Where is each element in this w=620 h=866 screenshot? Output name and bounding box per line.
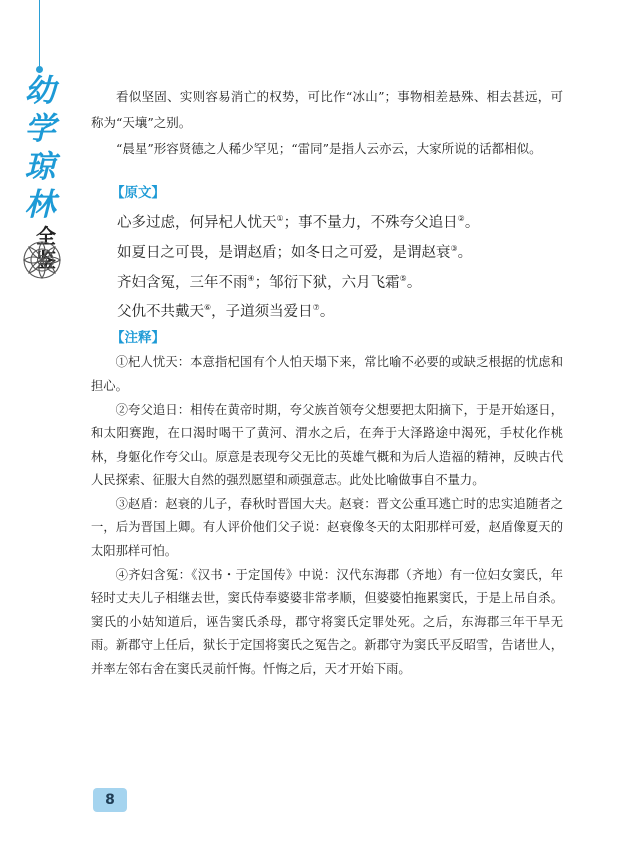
yuanwen-line: 心多过虑，何异杞人忧天①；事不量力，不殊夸父追日②。 [117,214,480,231]
page-number: 8 [93,788,127,812]
note-item: ④齐妇含冤：《汉书・于定国传》中说：汉代东海郡（齐地）有一位妇女窦氏，年轻时丈夫儿子相继去世，窦氏侍奉婆婆非常孝顺，但婆婆怕拖累窦氏，于是上吊自杀。窦氏的小姑知道后，诬告窦氏杀母，郡守将窦氏定罪处死。之后，东海郡三年干旱无雨。新郡守上任后，狱长于定国将窦氏之冤告之。新郡守为窦氏平反昭雪，告诸世人，并率左邻右舍在窦氏灵前忏悔。忏悔之后，天才开始下雨。 [91,567,563,677]
book-subtitle-char: 鉴 [36,248,56,272]
book-title-char: 幼 [24,73,56,109]
intro-paragraph: 看似坚固、实则容易消亡的权势，可比作“冰山”；事物相差悬殊、相去甚远，可称为“天壤”之别。 [91,89,563,130]
note-item: ②夸父追日：相传在黄帝时期，夸父族首领夸父想要把太阳摘下，于是开始逐日，和太阳赛跑，在口渴时喝干了黄河、渭水之后，在奔于大泽路途中渴死，手杖化作桃林，身躯化作夸父山。原意是表现夸父无比的英雄气概和为后人造福的精神，反映古代人民探索、征服大自然的强烈愿望和顽强意志。此处比喻做事自不量力。 [91,402,563,488]
zhushi-heading: 【注释】 [111,330,165,347]
book-title-char: 学 [24,111,56,147]
yuanwen-line: 如夏日之可畏，是谓赵盾；如冬日之可爱，是谓赵衰③。 [117,243,473,261]
floral-ornament-icon [20,238,64,282]
yuanwen-heading: 【原文】 [111,185,165,201]
yuanwen-line: 齐妇含冤，三年不雨④；邹衍下狱，六月飞霜⑤。 [117,273,422,291]
book-title-char: 林 [24,187,56,223]
notes-list [91,351,563,681]
page-body [91,84,563,682]
yuanwen-line: 父仇不共戴天⑥，子道须当爱日⑦。 [117,303,335,321]
book-subtitle-char: 全 [36,224,56,248]
intro-paragraph: “晨星”形容贤德之人稀少罕见；“雷同”是指人云亦云，大家所说的话都相似。 [116,141,542,156]
note-item: ③赵盾：赵衰的儿子，春秋时晋国大夫。赵衰：晋文公重耳逃亡时的忠实追随者之一，后为晋国上卿。有人评价他们父子说：赵衰像冬天的太阳那样可爱，赵盾像夏天的太阳那样可怕。 [91,496,563,559]
note-item: ①杞人忧天：本意指杞国有个人怕天塌下来，常比喻不必要的或缺乏根据的忧虑和担心。 [91,355,563,393]
side-decorative-line [39,0,40,70]
book-title-char: 琼 [24,149,56,185]
